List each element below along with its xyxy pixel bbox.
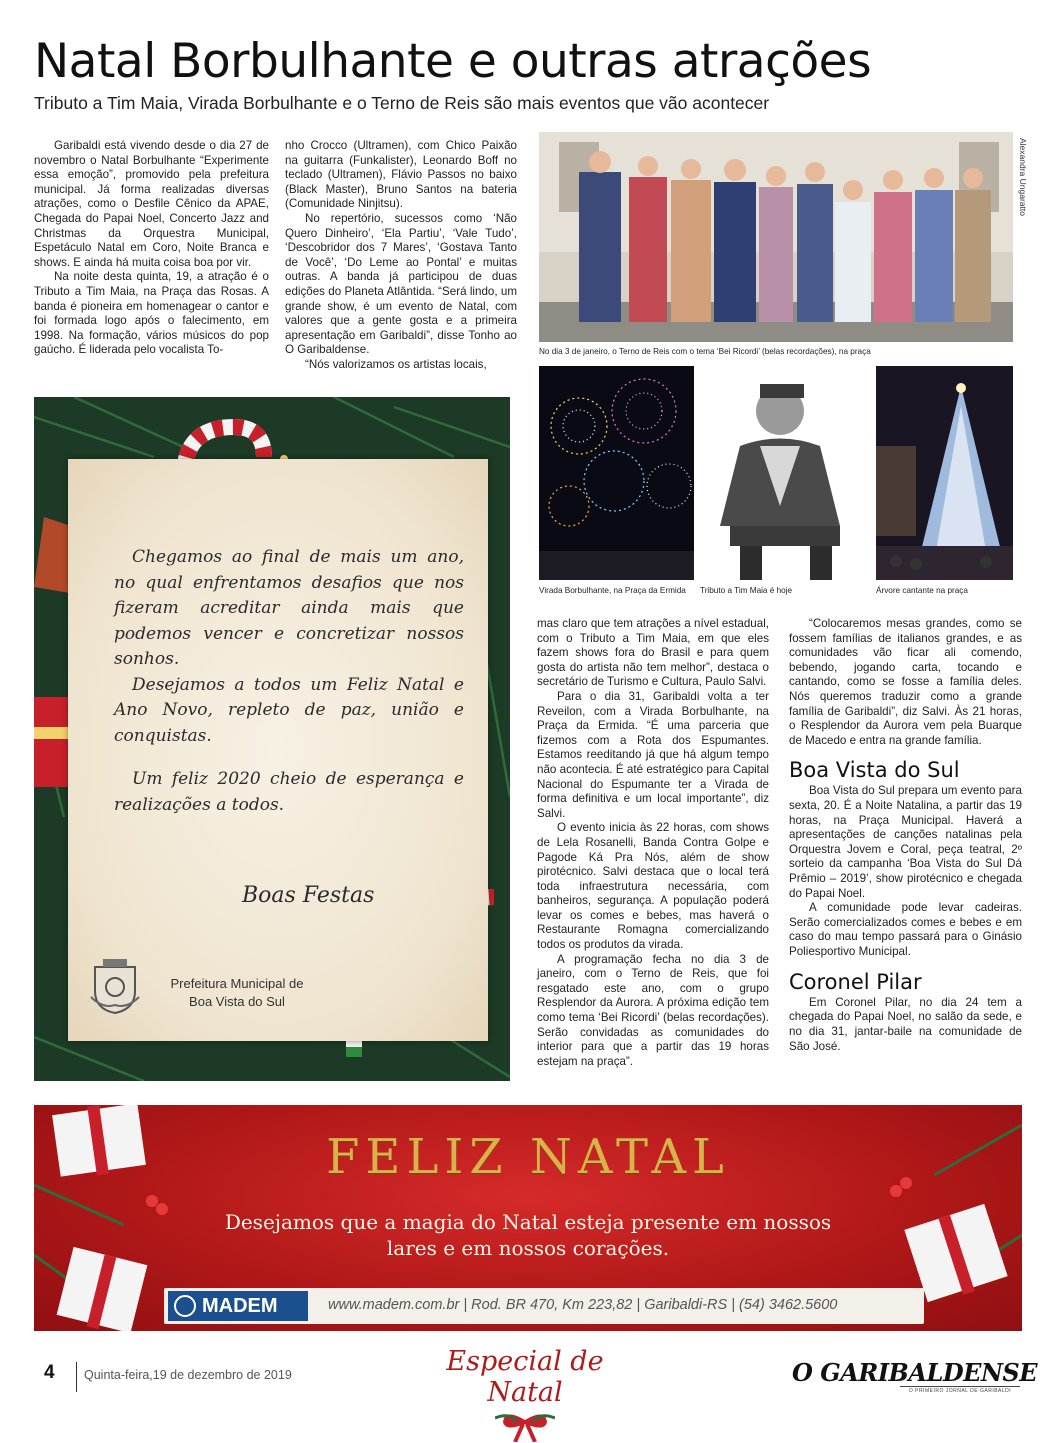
- municipal-coat-of-arms-icon: [89, 957, 141, 1015]
- article-column-1: [34, 139, 269, 358]
- footer-divider: [76, 1362, 77, 1392]
- banner-message: [34, 1209, 1022, 1261]
- photo-credit: [1016, 138, 1030, 338]
- paragraph: Em Coronel Pilar, no dia 24 tem a chegada do Papai Noel, no salão da sede, e no dia 31, jantar-baile na comunidade de São José.: [789, 995, 1022, 1053]
- section-heading-boa-vista: Boa Vista do Sul: [789, 758, 960, 783]
- paragraph: “Nós valorizamos os artistas locais,: [305, 357, 487, 371]
- paragraph: O evento inicia às 22 horas, com shows de Lela Rosanelli, Banda Contra Golpe e Pagode Ká Pra Nós, além de show pirotécnico. Salvi destaca que o local terá toda infraestrutura necessária, com banheiros, segurança. A população poderá levar os comes e bebes, mas haverá o Restaurante Romagna comercializando todos os produtos da virada.: [537, 821, 769, 952]
- section-heading-coronel-pilar: Coronel Pilar: [789, 969, 922, 994]
- page-number: 4: [44, 1362, 55, 1383]
- singing-tree-photo: [876, 366, 1013, 580]
- photo-credit-text: Alexandra Ungaratto: [1018, 138, 1028, 216]
- madem-feliz-natal-ad: [34, 1105, 1022, 1331]
- card-signoff: Boas Festas: [242, 883, 375, 908]
- paragraph: No repertório, sucessos como ‘Não Quero Dinheiro’, ‘Ela Partiu’, ‘Vale Tudo’, ‘Descobridor dos 7 Mares’, ‘Gostava Tanto de Você’, ‘Do Leme ao Pontal’ e muitas outras. A banda já participou de duas edições do Planeta Atlântida. “Será lindo, um grande show, é um evento de Natal, com valores que a gente gosta e a primeira apresentação em Garibaldi”, disse Tonho ao O Garibaldense.: [285, 211, 517, 357]
- madem-contact-bar: [164, 1288, 924, 1324]
- tree-caption: Árvore cantante na praça: [876, 586, 968, 595]
- card-paragraph: Desejamos a todos um Feliz Natal e Ano Novo, repleto de paz, união e conquistas.: [114, 674, 464, 746]
- banner-line-2: lares e em nossos corações.: [386, 1236, 670, 1260]
- madem-logo: [168, 1291, 308, 1321]
- madem-logo-icon: [174, 1295, 196, 1317]
- group-photo-illustration: [539, 132, 1013, 342]
- paragraph: Boa Vista do Sul prepara um evento para sexta, 20. É a Noite Natalina, a partir das 19 horas, na Praça Municipal. Haverá a apresentações de canções natalinas pela Orquestra Jovem e Coral, peça teatral, 2º sorteio da campanha ‘Boa Vista do Sul Dá Prêmio – 2019’, show pirotécnico e chegada do Papai Noel.: [789, 784, 1022, 900]
- paragraph: “Colocaremos mesas grandes, como se fossem famílias de italianos grandes, e as comunidades vão ficar ali comendo, bebendo, jogando carta, tocando e cantando, como se fosse a família deles. Nós queremos traduzir como a grande família de Garibaldi”, diz Salvi. Às 21 horas, o Resplendor da Aurora vem pela Buarque de Macedo e entra na grande família.: [789, 617, 1022, 747]
- feliz-natal-title: FELIZ NATAL: [326, 1129, 730, 1185]
- article-column-4: [789, 617, 1022, 1054]
- article-column-2: [285, 139, 517, 373]
- terno-de-reis-photo: [539, 132, 1013, 342]
- card-message: [114, 545, 464, 818]
- ribbon-bow-icon: [495, 1408, 555, 1442]
- banner-line-1: Desejamos que a magia do Natal esteja presente em nossos: [224, 1210, 832, 1234]
- paragraph: Na noite desta quinta, 19, a atração é o Tributo a Tim Maia, na Praça das Rosas. A banda é pioneira em homenagear o cantor e foi formada logo após o falecimento, em 1998. Na formação, vários músicos do pop gaúcho. É liderada pelo vocalista To-: [34, 270, 269, 357]
- prefeitura-line-2: Boa Vista do Sul: [189, 994, 285, 1009]
- tim-maia-tribute-photo: [700, 366, 870, 580]
- subheadline: Tributo a Tim Maia, Virada Borbulhante e o Terno de Reis são mais eventos que vão acontecer: [34, 93, 770, 113]
- headline: Natal Borbulhante e outras atrações: [34, 34, 872, 89]
- paragraph: mas claro que tem atrações a nível estadual, com o Tributo a Tim Maia, em que eles fazem shows fora do Brasil e para quem gosta do artista não tem melhor”, destaca o secretário de Turismo e Cultura, Paulo Salvi.: [537, 617, 769, 689]
- prefeitura-name: [152, 975, 322, 1011]
- tim-maia-caption: Tributo a Tim Maia é hoje: [700, 586, 793, 595]
- newspaper-logo: O GARIBALDENSE: [792, 1358, 1037, 1387]
- main-photo-caption: No dia 3 de janeiro, o Terno de Reis com o tema ‘Bei Ricordi’ (belas recordações), na praça: [539, 347, 871, 356]
- section-logo-especial-de-natal: [420, 1346, 630, 1442]
- prefeitura-line-1: Prefeitura Municipal de: [170, 976, 304, 991]
- christmas-tree-illustration: [876, 366, 1013, 580]
- issue-date: Quinta-feira,19 de dezembro de 2019: [84, 1368, 292, 1382]
- fireworks-caption: Virada Borbulhante, na Praça da Ermida: [539, 586, 686, 595]
- madem-contact-info: www.madem.com.br | Rod. BR 470, Km 223,82 | Garibaldi-RS | (54) 3462.5600: [328, 1297, 838, 1313]
- paragraph: Garibaldi está vivendo desde o dia 27 de novembro o Natal Borbulhante “Experimente essa emoção”, promovido pela prefeitura municipal. Já forma realizadas diversas atrações, como o Desfile Cênico da APAE, Chegada do Papai Noel, Concerto Jazz and Christmas da Orquestra Municipal, Espetáculo Natal em Coro, Noite Branca e shows. E ainda há muita coisa boa por vir.: [34, 139, 269, 269]
- paragraph: A programação fecha no dia 3 de janeiro, com o Terno de Reis, que foi resgatado este ano, com o grupo Resplendor da Aurora. A próxima edição tem como tema ‘Bei Ricordi’ (belas recordações). Serão convidadas as comunidades do interior para que a partir das 19 horas estejam na praça”.: [537, 952, 769, 1068]
- card-paragraph: Chegamos ao final de mais um ano, no qual enfrentamos desafios que nos fizeram acreditar ainda mais que podemos vencer e concretizar nossos sonhos.: [114, 547, 464, 669]
- section-logo-text: Especial de Natal: [446, 1346, 604, 1408]
- card-paragraph: Um feliz 2020 cheio de esperança e realizações a todos.: [114, 769, 464, 815]
- fireworks-illustration: [539, 366, 694, 580]
- article-column-3: [537, 617, 769, 1069]
- madem-brand-name: MADEM: [202, 1295, 278, 1317]
- fireworks-photo: [539, 366, 694, 580]
- singer-portrait-illustration: [700, 366, 870, 580]
- paragraph: A comunidade pode levar cadeiras. Serão comercializados comes e bebes e em caso do mau tempo passará para o Ginásio Poliesportivo Municipal.: [789, 901, 1022, 959]
- paragraph: Para o dia 31, Garibaldi volta a ter Reveilon, com a Virada Borbulhante, na Praça da Ermida. “É uma parceria que fizemos com a Rota dos Espumantes. Estamos reeditando já que há algum tempo não acontecia. É até estratégico para Capital Nacional do Espumante ter a Virada de forma definitiva e um local importante”, diz Salvi.: [537, 689, 769, 820]
- newspaper-tagline: O PRIMEIRO JORNAL DE GARIBALDI: [900, 1386, 1020, 1394]
- prefeitura-christmas-ad: [34, 397, 510, 1081]
- paragraph: nho Crocco (Ultramen), com Chico Paixão na guitarra (Funkalister), Leonardo Boff no teclado (Ultramen), Flávio Passos no baixo (Black Master), Bruno Santos na bateria (Comunidade Ninjitsu).: [285, 139, 517, 211]
